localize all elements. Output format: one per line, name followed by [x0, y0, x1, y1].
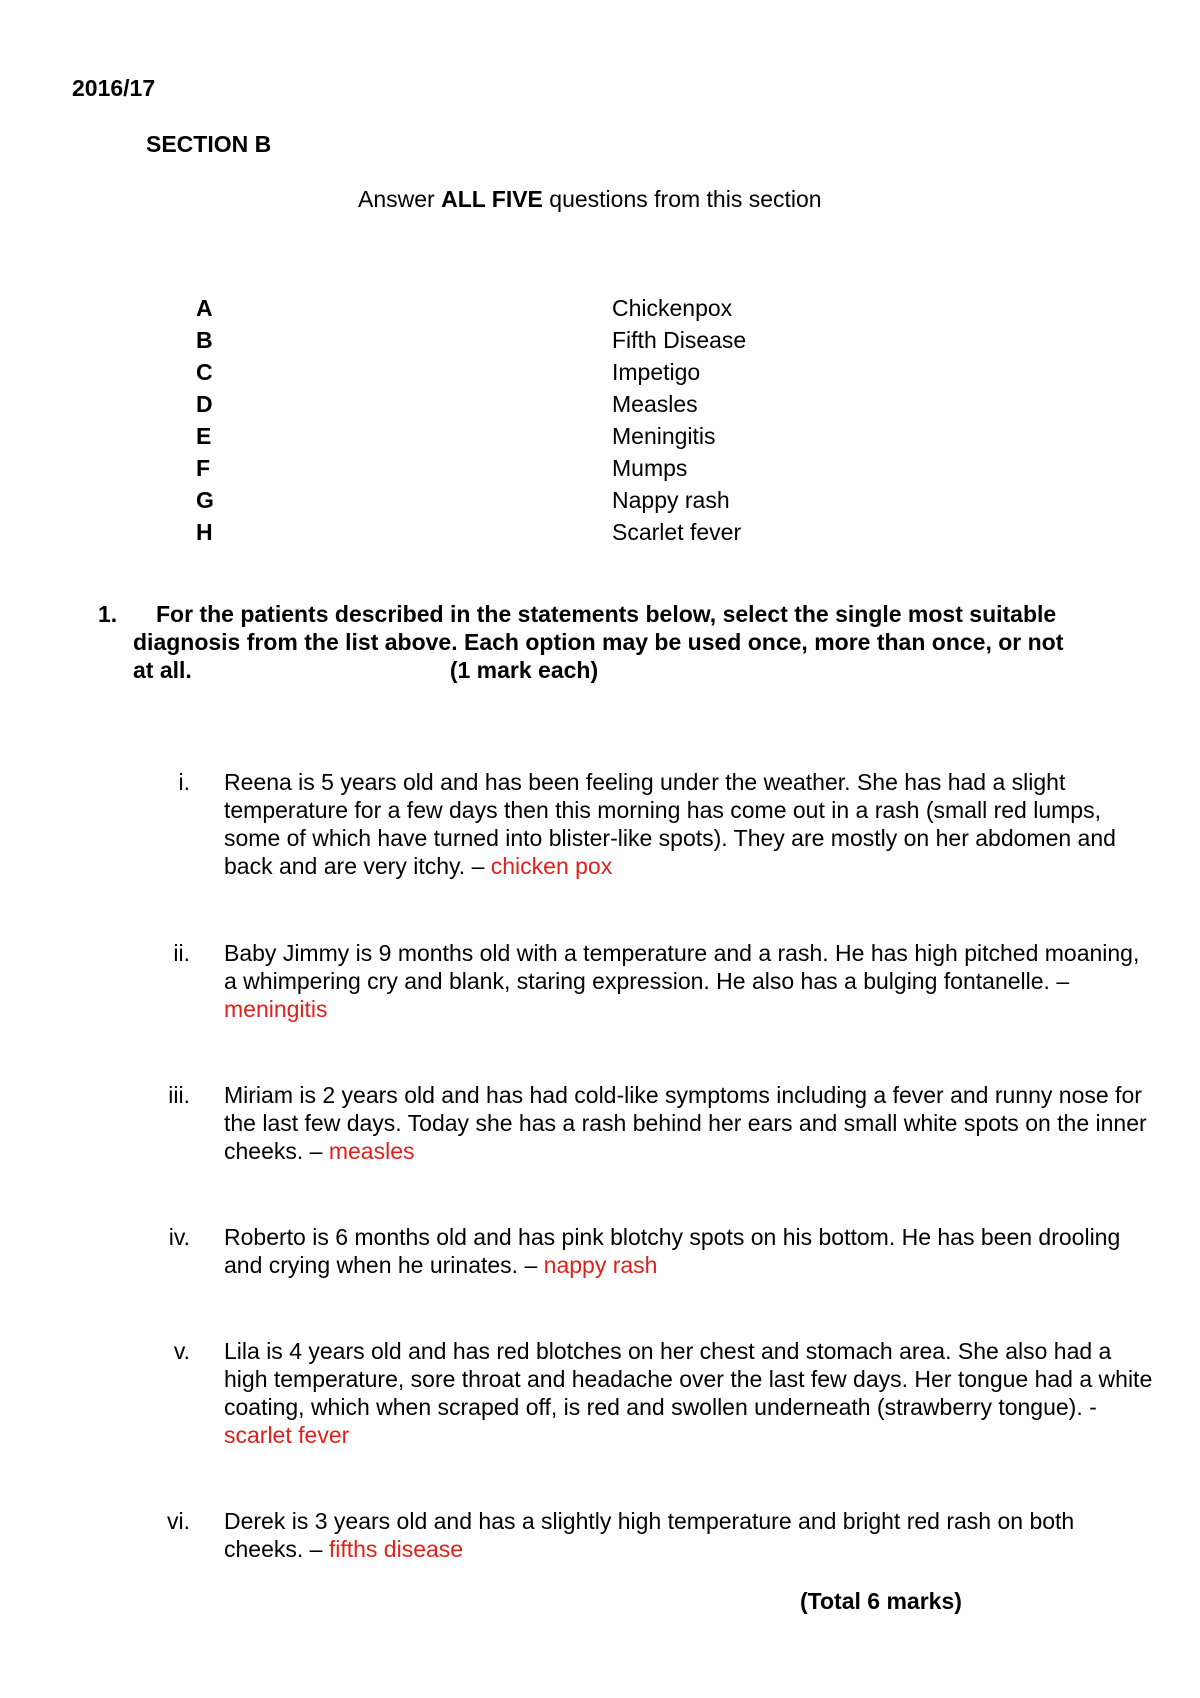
option-letter: H	[196, 519, 213, 545]
scenario-item	[224, 1507, 1154, 1563]
item-numeral: iii.	[168, 1082, 190, 1108]
scenario-answer: measles	[328, 1138, 415, 1164]
instruction-prefix: Answer	[358, 186, 442, 212]
scenario-answer: meningitis	[224, 996, 328, 1022]
scenario-text: Miriam is 2 years old and has had cold-like symptoms including a fever and runny nose for the last few days. Today she has a rash behind her ears and small white spots on the inner cheeks. –	[224, 1082, 1147, 1164]
scenario-item	[224, 768, 1154, 880]
item-numeral: ii.	[173, 940, 190, 966]
question-marks: (1 mark each)	[449, 657, 599, 683]
scenario-answer: scarlet fever	[224, 1422, 350, 1448]
instruction-emphasis: ALL FIVE	[441, 186, 543, 212]
option-letter: E	[196, 423, 212, 449]
option-letter: G	[196, 487, 214, 513]
scenario-text: Baby Jimmy is 9 months old with a temperature and a rash. He has high pitched moaning, a whimpering cry and blank, staring expression. He also has a bulging fontanelle. –	[224, 940, 1140, 994]
option-letter: D	[196, 391, 213, 417]
item-numeral: v.	[173, 1338, 190, 1364]
scenario-item	[224, 1223, 1154, 1279]
scenario-text: Reena is 5 years old and has been feeling under the weather. She has had a slight temperature for a few days then this morning has come out in a rash (small red lumps, some of which have turned into blister-like spots). They are mostly on her abdomen and back and are very itchy. –	[224, 769, 1116, 879]
scenario-item	[224, 1081, 1154, 1165]
instruction-suffix: questions from this section	[542, 186, 822, 212]
option-letter: F	[196, 455, 211, 481]
scenario-item	[224, 1337, 1154, 1449]
option-letter: A	[196, 295, 213, 321]
item-numeral: i.	[178, 769, 190, 795]
scenario-answer: fifths disease	[328, 1536, 464, 1562]
item-numeral: vi.	[167, 1508, 190, 1534]
option-name: Impetigo	[612, 359, 701, 385]
option-name: Chickenpox	[612, 295, 733, 321]
question-line-2: diagnosis from the list above. Each option may be used once, more than once, or not	[133, 629, 1064, 655]
question-number: 1.	[98, 601, 118, 627]
scenario-text: Lila is 4 years old and has red blotches on her chest and stomach area. She also had a high temperature, sore throat and headache over the last few days. Her tongue had a white coating, which when scraped off, is red and swollen underneath (strawberry tongue). -	[224, 1338, 1153, 1420]
question-line-3-text: at all.	[133, 657, 192, 683]
option-name: Mumps	[612, 455, 688, 481]
option-letter: C	[196, 359, 213, 385]
question-line-3	[133, 656, 1143, 684]
scenario-item	[224, 939, 1154, 1023]
option-name: Nappy rash	[612, 487, 730, 513]
scenario-text: Derek is 3 years old and has a slightly high temperature and bright red rash on both cheeks. –	[224, 1508, 1075, 1562]
total-marks: (Total 6 marks)	[800, 1588, 962, 1614]
scenario-answer: nappy rash	[543, 1252, 658, 1278]
option-name: Fifth Disease	[612, 327, 747, 353]
instruction-line	[358, 185, 822, 213]
option-name: Measles	[612, 391, 698, 417]
option-name: Meningitis	[612, 423, 716, 449]
option-name: Scarlet fever	[612, 519, 742, 545]
item-numeral: iv.	[168, 1224, 190, 1250]
question-line-1: For the patients described in the statements below, select the single most suitable	[156, 601, 1057, 627]
year-label: 2016/17	[72, 75, 156, 101]
option-letter: B	[196, 327, 213, 353]
section-title: SECTION B	[146, 131, 272, 157]
scenario-text: Roberto is 6 months old and has pink blotchy spots on his bottom. He has been drooling and crying when he urinates. –	[224, 1224, 1121, 1278]
question-stem	[133, 600, 1143, 684]
scenario-answer: chicken pox	[490, 853, 613, 879]
